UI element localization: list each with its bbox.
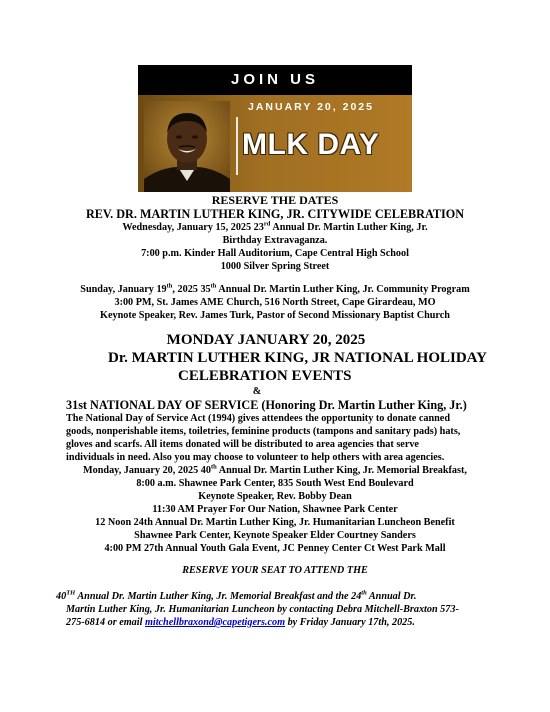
sunday-event-line [0,283,550,296]
sunday-ordinal: th [166,282,173,290]
service-description-line: goods, nonperishable items, toiletries, feminine products (tampons and sanitary pads) hats, [66,426,461,437]
banner-divider [236,117,238,175]
holiday-title-line-2: CELEBRATION EVENTS [178,368,352,384]
spacer [0,273,550,283]
mlk-portrait-image [144,101,230,192]
banner-title: MLK DAY [242,128,380,161]
luncheon-place: Shawnee Park Center, Keynote Speaker Elder Courtney Sanders [134,530,416,541]
mlk-day-banner [138,65,412,192]
reserve-seat-heading: RESERVE YOUR SEAT TO ATTEND THE [182,565,368,576]
flyer-body [0,193,550,629]
reserve-breakfast-text: Annual Dr. Martin Luther King, Jr. Memorial Breakfast and the 24 [75,591,362,602]
sunday-year-text: , 2025 35 [172,284,211,295]
reserve-luncheon-text: Annual Dr. [366,591,417,602]
luncheon-line: 12 Noon 24th Annual Dr. Martin Luther King, Jr. Humanitarian Luncheon Benefit [95,517,455,528]
reserve-dates-heading: RESERVE THE DATES [211,193,339,207]
reserve-breakfast-number: 40 [56,591,67,602]
service-description-line: The National Day of Service Act (1994) gives attendees the opportunity to donate canned [66,413,450,424]
breakfast-line [0,464,550,477]
wednesday-event-line [0,221,550,234]
breakfast-ordinal: th [210,463,217,471]
banner-headline: JOIN US [230,71,319,88]
deadline-text: by Friday January 17th, 2025. [285,617,415,628]
breakfast-speaker: Keynote Speaker, Rev. Bobby Dean [198,491,352,502]
reserve-seat-line-3 [0,616,550,629]
spacer [0,555,550,564]
holiday-title-line-1: Dr. MARTIN LUTHER KING, JR NATIONAL HOLIDAY [108,350,487,366]
wednesday-time-place: 7:00 p.m. Kinder Hall Auditorium, Cape Central High School [141,248,409,259]
service-description-line: individuals in need. Also you may choose to volunteer to help others with area agencies. [66,452,445,463]
banner-gold-panel [138,95,412,192]
citywide-celebration-title: REV. DR. MARTIN LUTHER KING, JR. CITYWIDE CELEBRATION [86,207,464,221]
holiday-date-heading: MONDAY JANUARY 20, 2025 [166,332,366,348]
ampersand: & [252,386,262,397]
sunday-date-text: Sunday, January 19 [80,284,167,295]
spacer [0,577,550,590]
wednesday-ordinal: rd [263,220,271,228]
reserve-breakfast-ordinal: TH [66,589,76,597]
breakfast-date-text: Monday, January 20, 2025 40 [83,465,211,476]
reserve-seat-line-1 [0,590,550,603]
wednesday-address: 1000 Silver Spring Street [220,261,330,272]
contact-email-link[interactable]: mitchellbraxond@capetigers.com [144,617,286,628]
sunday-event-text: Annual Dr. Martin Luther King, Jr. Community Program [216,284,470,295]
reserve-seat-line-2: Martin Luther King, Jr. Humanitarian Luncheon by contacting Debra Mitchell-Braxton 573- [66,604,459,615]
banner-date: JANUARY 20, 2025 [248,101,374,113]
wednesday-event-text: Annual Dr. Martin Luther King, Jr. [270,222,428,233]
service-description [0,412,550,464]
spacer [0,322,550,331]
breakfast-event-text: Annual Dr. Martin Luther King, Jr. Memorial Breakfast, [216,465,467,476]
reserve-luncheon-ordinal: th [361,589,367,597]
sunday-speaker: Keynote Speaker, Rev. James Turk, Pastor of Second Missionary Baptist Church [100,310,450,321]
day-of-service-heading: 31st NATIONAL DAY OF SERVICE (Honoring Dr. Martin Luther King, Jr.) [66,398,467,412]
sunday-annual-ordinal: th [210,282,217,290]
breakfast-place: 8:00 a.m. Shawnee Park Center, 835 South West End Boulevard [136,478,414,489]
extravaganza-line: Birthday Extravaganza. [222,235,328,246]
wednesday-date-text: Wednesday, January 15, 2025 23 [122,222,264,233]
sunday-time-place: 3:00 PM, St. James AME Church, 516 North Street, Cape Girardeau, MO [114,297,436,308]
service-description-line: gloves and scarfs. All items donated will be distributed to area agencies that serve [66,439,419,450]
gala-line: 4:00 PM 27th Annual Youth Gala Event, JC Penney Center Ct West Park Mall [104,543,446,554]
prayer-line: 11:30 AM Prayer For Our Nation, Shawnee Park Center [152,504,398,515]
contact-phone-text: 275-6814 or email [66,617,145,628]
